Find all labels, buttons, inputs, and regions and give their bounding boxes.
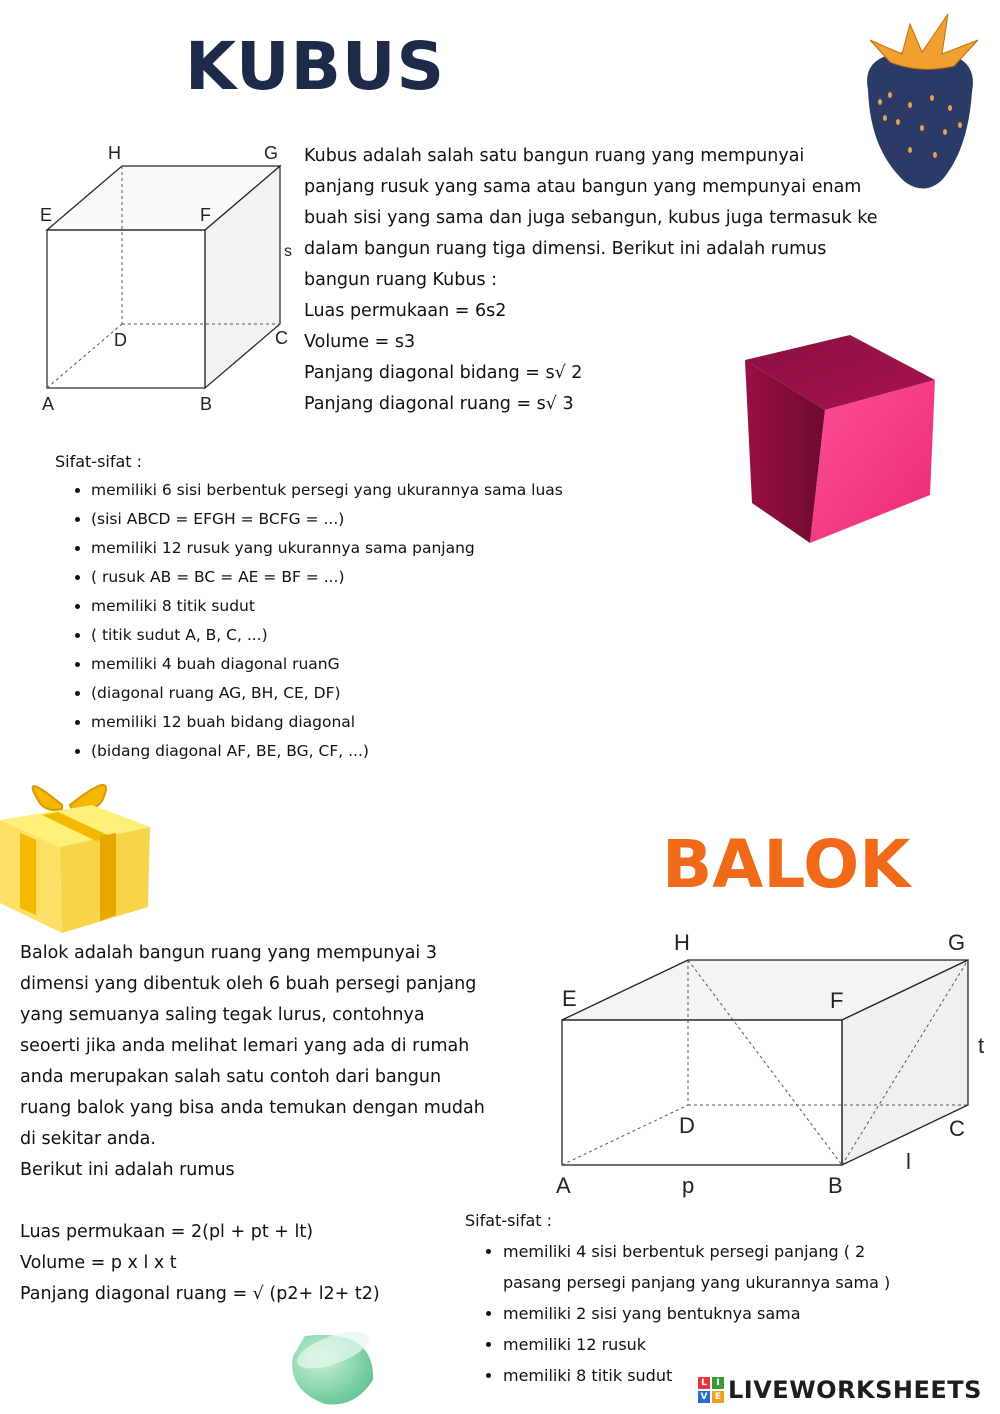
hemisphere-illustration (285, 1328, 385, 1414)
label-G: G (264, 143, 279, 163)
label-C: C (275, 328, 288, 348)
label-s: s (284, 243, 292, 260)
list-item: • memiliki 6 sisi berbentuk persegi yang ukurannya sama luas (91, 476, 563, 505)
balok-title: BALOK (662, 826, 911, 903)
balok-desc-line: anda merupakan salah satu contoh dari bangun (20, 1067, 442, 1087)
list-item: • (diagonal ruang AG, BH, CE, DF) (91, 679, 563, 708)
label-A: A (556, 1173, 571, 1198)
logo-letter: L (698, 1377, 710, 1389)
pink-cube-illustration (740, 335, 940, 545)
label-A: A (42, 394, 55, 414)
label-E: E (40, 205, 53, 225)
kubus-formula-volume: Volume = s3 (304, 332, 416, 352)
label-t: t (978, 1033, 985, 1058)
label-H: H (674, 930, 690, 955)
logo-letter: V (698, 1391, 710, 1403)
list-item-continuation: pasang persegi panjang yang ukurannya sama ) (503, 1273, 891, 1292)
label-F: F (830, 988, 844, 1013)
kubus-desc-line: bangun ruang Kubus : (304, 270, 498, 290)
label-p: p (682, 1173, 695, 1198)
kubus-desc-line: Kubus adalah salah satu bangun ruang yang mempunyai (304, 146, 805, 166)
balok-desc-line: ruang balok yang bisa anda temukan dengan mudah (20, 1098, 485, 1118)
list-item: • memiliki 12 rusuk yang ukurannya sama panjang (91, 534, 563, 563)
list-item: • memiliki 4 buah diagonal ruanG (91, 650, 563, 679)
balok-description (20, 938, 485, 1186)
list-item: • memiliki 12 rusuk (503, 1329, 890, 1360)
kubus-formula-diagonal-bidang: Panjang diagonal bidang = s√ 2 (304, 363, 583, 383)
list-item: • memiliki 8 titik sudut (503, 1360, 890, 1391)
label-D: D (114, 330, 127, 350)
label-D: D (679, 1113, 695, 1138)
balok-desc-line: Berikut ini adalah rumus (20, 1160, 235, 1180)
balok-desc-line: yang semuanya saling tegak lurus, contohnya (20, 1005, 425, 1025)
balok-sifat-list (465, 1236, 890, 1391)
kubus-sifat-title: Sifat-sifat : (55, 452, 143, 471)
balok-desc-line: Balok adalah bangun ruang yang mempunyai 3 (20, 943, 437, 963)
label-E: E (562, 986, 577, 1011)
list-item: • memiliki 12 buah bidang diagonal (91, 708, 563, 737)
balok-formula-volume: Volume = p x l x t (20, 1253, 177, 1273)
kubus-desc-line: buah sisi yang sama dan juga sebangun, kubus juga termasuk ke (304, 208, 878, 228)
kubus-formula-luas: Luas permukaan = 6s2 (304, 301, 507, 321)
balok-desc-line: seoerti jika anda melihat lemari yang ada di rumah (20, 1036, 470, 1056)
gift-illustration (0, 775, 155, 935)
label-l: l (906, 1149, 911, 1174)
logo-letter: I (712, 1377, 724, 1389)
label-F: F (200, 205, 211, 225)
liveworksheets-brand: LIVEWORKSHEETS (728, 1376, 982, 1404)
balok-formula-diagonal-ruang: Panjang diagonal ruang = √ (p2+ l2+ t2) (20, 1284, 380, 1304)
kubus-formula-diagonal-ruang: Panjang diagonal ruang = s√ 3 (304, 394, 574, 414)
balok-formula-luas: Luas permukaan = 2(pl + pt + lt) (20, 1222, 314, 1242)
liveworksheets-logo (698, 1376, 982, 1404)
label-G: G (948, 930, 966, 955)
kubus-desc-line: panjang rusuk yang sama atau bangun yang mempunyai enam (304, 177, 862, 197)
list-item: • memiliki 2 sisi yang bentuknya sama (503, 1298, 890, 1329)
balok-sifat-title: Sifat-sifat : (465, 1211, 553, 1230)
balok-desc-line: dimensi yang dibentuk oleh 6 buah persegi panjang (20, 974, 477, 994)
logo-letter: E (712, 1391, 724, 1403)
list-item: • memiliki 8 titik sudut (91, 592, 563, 621)
label-H: H (108, 143, 121, 163)
balok-desc-line: di sekitar anda. (20, 1129, 156, 1149)
list-item: • ( titik sudut A, B, C, ...) (91, 621, 563, 650)
kubus-desc-line: dalam bangun ruang tiga dimensi. Berikut ini adalah rumus (304, 239, 827, 259)
label-B: B (828, 1173, 843, 1198)
balok-formulas (20, 1217, 380, 1310)
liveworksheets-logo-icon (698, 1377, 724, 1403)
list-item: • (bidang diagonal AF, BE, BG, CF, ...) (91, 737, 563, 766)
list-item: • ( rusuk AB = BC = AE = BF = ...) (91, 563, 563, 592)
label-B: B (200, 394, 213, 414)
balok-diagram (548, 925, 1000, 1205)
kubus-title: KUBUS (185, 28, 446, 105)
label-C: C (949, 1116, 965, 1141)
list-item: • (sisi ABCD = EFGH = BCFG = ...) (91, 505, 563, 534)
list-item: • memiliki 4 sisi berbentuk persegi panjang ( 2 (503, 1236, 890, 1267)
kubus-sifat-list (55, 476, 563, 766)
kubus-diagram (30, 138, 305, 418)
